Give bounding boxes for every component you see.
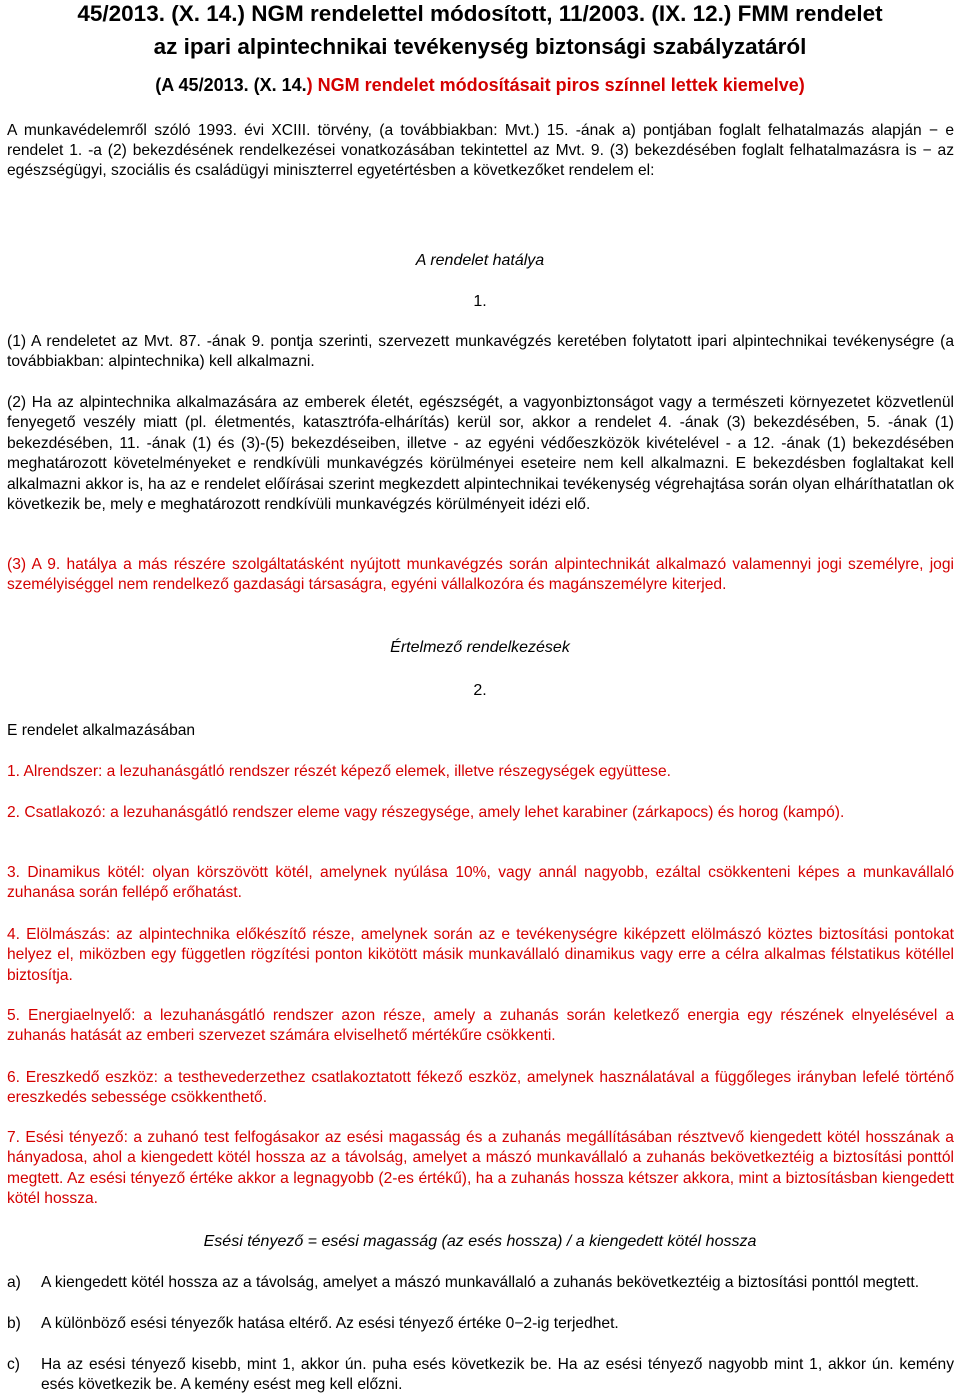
paragraph-1-2: (2) Ha az alpintechnika alkalmazására az emberek életét, egészségét, a vagyonbiztonságot vagy a természeti környezetet közvetlenül fenyegető veszély miatt (pl. életmentés, katasztrófa-elhárítás) kerül sor, akkor a rendelet 4. -ának (3) bekezdésében, 5. -ának (1) bekezdésében, 11. -ának (1) és (3)-(5) bekezdéseiben, illetve - az egyéni védőeszközök kivételével - a 12. -ának (1) bekezdésében meghatározott követelményeket e rendkívüli munkavégzés körülményei eseteire nem kell alkalmazni. E bekezdésben foglaltakat kell alkalmazni akkor is, ha az e rendelet előírásai szerint megkezdett alpintechnikai tevékenység végrehajtása során olyan elháríthatatlan ok következik be, mely e meghatározott rendkívüli munkavégzés körülményeit idézi elő. bbox=[7, 394, 954, 514]
section-2-number: 2. bbox=[473, 682, 487, 699]
paragraph-1-3 bbox=[7, 555, 954, 596]
list-item-text: A különböző esési tényezők hatása eltérő. Az esési tényező értéke 0−2-ig terjedhet. bbox=[41, 1315, 619, 1332]
definition-3: 3. Dinamikus kötél: olyan körszövött kötél, amelynek nyúlása 10%, vagy annál nagyobb, ezáltal csökkenteni képes a munkavállaló zuhanása során fellépő erőhatást. bbox=[7, 864, 954, 902]
paragraph-1-1: (1) A rendeletet az Mvt. 87. -ának 9. pontja szerinti, szervezett munkavégzés keretében folytatott ipari alpintechnikai tevékenységre (a továbbiakban: alpintechnika) kell alkalmazni. bbox=[7, 333, 954, 371]
list-item-text: Ha az esési tényező kisebb, mint 1, akkor ún. puha esés következik be. Ha az esési tényező nagyobb mint 1, akkor ún. kemény esés következik be. A kemény esést meg kell előzni. bbox=[41, 1356, 954, 1394]
definition-7: 7. Esési tényező: a zuhanó test felfogásakor az esési magasság és a zuhanás megállításában résztvevő kiengedett kötél hosszának a hányadosa, ahol a kiengedett kötél hossza az a távolság, amelyet a mászó munkavállaló a zuhanás bekövetkeztéig a biztosítási ponttól megtett. Az esési tényező értéke akkor a legnagyobb (2-es értékű), ha a zuhanás hossza kétszer akkora, mint a biztosításban kiengedett kötél hossza. bbox=[7, 1129, 954, 1208]
definition-5: 5. Energiaelnyelő: a lezuhanásgátló rendszer azon része, amely a zuhanás során keletkező energia egy részének elnyelésével a zuhanás hatását az emberi szervezet számára elviselhető mértékűre csökkenti. bbox=[7, 1007, 954, 1045]
paragraph-1-3-text: hatálya a más részére szolgáltatásként nyújtott munkavégzés során alpintechnikát alkalmazó valamennyi jogi személyre, jogi személyiséggel nem rendelkező gazdasági társaságra, egyéni vállalkozóra és magánszemélyre kiterjed. bbox=[7, 556, 954, 594]
list-item-b bbox=[7, 1314, 954, 1334]
list-item-marker: c) bbox=[7, 1356, 20, 1373]
definition-6: 6. Ereszkedő eszköz: a testhevederzethez csatlakoztatott fékező eszköz, amelynek használatával a függőleges irányban lefelé történő ereszkedés sebessége csökkenthető. bbox=[7, 1069, 954, 1107]
falling-factor-formula: Esési tényező = esési magasság (az esés hossza) / a kiengedett kötél hossza bbox=[203, 1233, 757, 1250]
paragraph-1-3-lead: (3) A 9. bbox=[7, 556, 61, 573]
list-item-c bbox=[7, 1355, 954, 1396]
section-2-intro: E rendelet alkalmazásában bbox=[7, 722, 196, 739]
document-title-line-2: az ipari alpintechnikai tevékenység biztonsági szabályzatáról bbox=[153, 34, 807, 59]
definition-2: 2. Csatlakozó: a lezuhanásgátló rendszer eleme vagy részegysége, amely lehet karabiner (zárkapocs) és horog (kampó). bbox=[7, 804, 845, 821]
list-item-a bbox=[7, 1273, 954, 1293]
document-title-line-1: 45/2013. (X. 14.) NGM rendelettel módosított, 11/2003. (IX. 12.) FMM rendelet bbox=[77, 1, 883, 26]
preamble-paragraph: A munkavédelemről szóló 1993. évi XCIII. törvény, (a továbbiakban: Mvt.) 15. -ának a) pontjában foglalt felhatalmazás alapján − e rendelet 1. -a (2) bekezdésének rendelkezései vonatkozásában tekintettel az Mvt. 9. (3) bekezdésében foglalt felhatalmazásra is − az egészségügyi, szociális és családügyi miniszterrel egyetértésben a következőket rendelem el: bbox=[7, 122, 954, 180]
document-subtitle bbox=[0, 74, 960, 96]
subtitle-red-part: ) NGM rendelet módosításait piros színnel lettek kiemelve) bbox=[306, 75, 805, 95]
subtitle-black-part: (A 45/2013. (X. 14. bbox=[155, 75, 307, 95]
section-1-number: 1. bbox=[473, 293, 487, 310]
section-1-heading: A rendelet hatálya bbox=[415, 252, 545, 269]
definition-1: 1. Alrendszer: a lezuhanásgátló rendszer részét képező elemek, illetve részegységek együttese. bbox=[7, 763, 671, 780]
list-item-text: A kiengedett kötél hossza az a távolság, amelyet a mászó munkavállaló a zuhanás bekövetkeztéig a biztosítási ponttól megtett. bbox=[41, 1274, 920, 1291]
list-item-marker: b) bbox=[7, 1315, 21, 1332]
definition-4: 4. Elölmászás: az alpintechnika előkészítő része, amelynek során az e tevékenységre kiképzett elölmászó köztes biztosítási pontokat helyez el, miközben egy független rögzítési ponton kikötött másik munkavállaló dinamikus vagy erre a célra alkalmas félstatikus kötéllel biztosítja. bbox=[7, 926, 954, 984]
list-item-marker: a) bbox=[7, 1274, 21, 1291]
section-2-heading: Értelmező rendelkezések bbox=[390, 639, 570, 656]
